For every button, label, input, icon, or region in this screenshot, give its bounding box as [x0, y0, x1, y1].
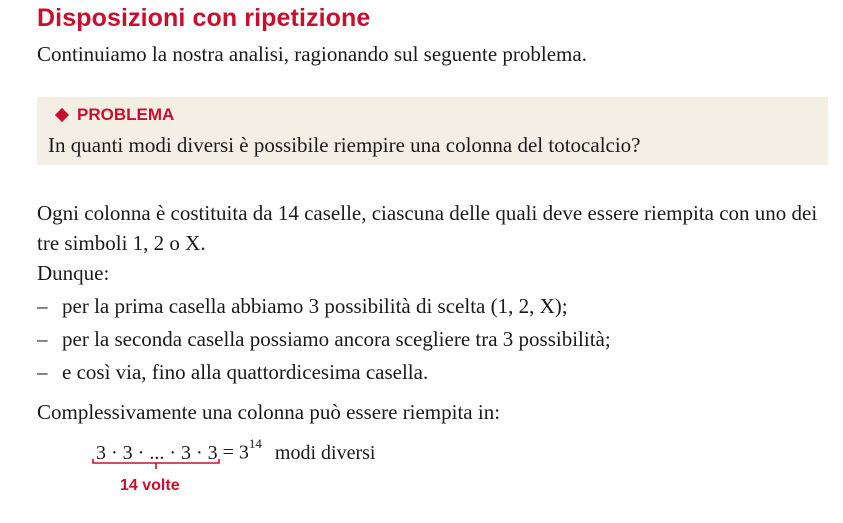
explanation	[37, 198, 832, 389]
summary-text: Complessivamente una colonna può essere riempita in:	[37, 400, 501, 424]
diamond-icon	[55, 108, 69, 122]
intro-text: Continuiamo la nostra analisi, ragionando sul seguente problema.	[37, 42, 587, 66]
dash-marker: –	[37, 360, 48, 384]
steps-list	[37, 290, 832, 389]
dash-marker: –	[37, 327, 48, 351]
underbrace-icon	[92, 459, 220, 469]
problem-label: PROBLEMA	[77, 105, 175, 124]
formula-product: 3 · 3 · ... · 3 · 3	[96, 441, 218, 464]
explanation-paragraph: Ogni colonna è costituita da 14 caselle, ciascuna delle quali deve essere riempita con uno dei tre simboli 1, 2 o X.	[37, 201, 818, 255]
section-title: Disposizioni con ripetizione	[37, 4, 371, 32]
list-item	[37, 323, 832, 356]
problem-header	[55, 105, 174, 125]
explanation-lead: Dunque:	[37, 261, 110, 285]
problem-box	[37, 97, 828, 165]
dash-marker: –	[37, 294, 48, 318]
list-item	[37, 356, 832, 389]
formula-exponent: 14	[248, 436, 262, 451]
list-item-text: per la prima casella abbiamo 3 possibilità di scelta (1, 2, X);	[62, 294, 568, 318]
list-item	[37, 290, 832, 323]
problem-question: In quanti modi diversi è possibile riempire una colonna del totocalcio?	[48, 133, 641, 157]
brace-label: 14 volte	[120, 477, 180, 494]
formula-suffix: modi diversi	[274, 441, 376, 464]
list-item-text: per la seconda casella possiamo ancora scegliere tra 3 possibilità;	[62, 327, 611, 351]
list-item-text: e così via, fino alla quattordicesima casella.	[62, 360, 429, 384]
formula-equals: = 3	[217, 441, 249, 464]
